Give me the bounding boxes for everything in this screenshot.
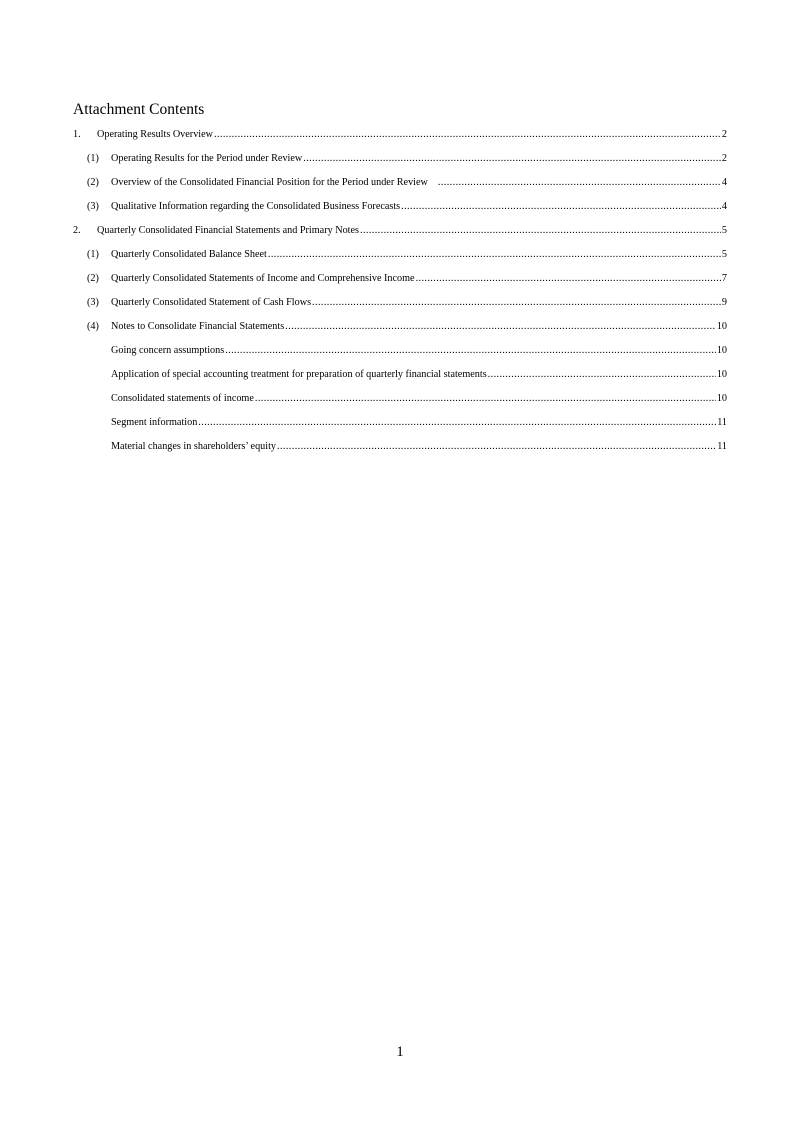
toc-entry-title: Consolidated statements of income — [111, 393, 254, 404]
toc-leader-dots — [416, 271, 721, 287]
toc-leader-dots — [488, 367, 716, 383]
toc-entry-title: Notes to Consolidate Financial Statements — [111, 321, 285, 332]
toc-entry-page: 10 — [716, 393, 727, 404]
toc-entry-page: 2 — [721, 153, 727, 164]
toc-entry-number: (2) — [87, 177, 99, 188]
toc-leader-dots — [401, 199, 721, 215]
toc-entry-number: 1. — [73, 129, 81, 140]
toc-entry-title: Overview of the Consolidated Financial Position for the Period under Review — [111, 177, 428, 188]
toc-entry-title: Operating Results Overview — [97, 129, 213, 140]
toc-entry-title: Material changes in shareholders’ equity — [111, 441, 277, 452]
toc-entry[interactable] — [111, 391, 727, 407]
toc-entry-title: Quarterly Consolidated Statement of Cash Flows — [111, 297, 312, 308]
toc-entry[interactable] — [87, 295, 727, 311]
toc-leader-dots — [198, 415, 716, 431]
toc-entry-page: 10 — [716, 369, 727, 380]
toc-entry-number: (4) — [87, 321, 99, 332]
toc-entry[interactable] — [87, 151, 727, 167]
toc-entry[interactable] — [73, 127, 727, 143]
toc-entry-title: Segment information — [111, 417, 198, 428]
toc-entry-title: Qualitative Information regarding the Consolidated Business Forecasts — [111, 201, 401, 212]
toc-entry-number: 2. — [73, 225, 81, 236]
toc-entry-page: 4 — [721, 201, 727, 212]
toc-entry-number: (3) — [87, 297, 99, 308]
toc-leader-dots — [214, 127, 721, 143]
toc-entry-title: Quarterly Consolidated Statements of Income and Comprehensive Income — [111, 273, 415, 284]
toc-entry[interactable] — [87, 319, 727, 335]
toc-entry-title: Quarterly Consolidated Balance Sheet — [111, 249, 267, 260]
toc-entry-page: 10 — [716, 345, 727, 356]
toc-entry-number: (1) — [87, 153, 99, 164]
page-number: 1 — [396, 1044, 404, 1060]
toc-entry[interactable] — [87, 199, 727, 215]
toc-entry-page: 9 — [721, 297, 727, 308]
toc-entry[interactable] — [87, 271, 727, 287]
toc-entry[interactable] — [111, 415, 727, 431]
toc-leader-dots — [225, 343, 716, 359]
toc-leader-dots — [285, 319, 716, 335]
toc-leader-dots — [277, 439, 716, 455]
toc-entry-page: 4 — [721, 177, 727, 188]
toc-entry[interactable] — [111, 439, 727, 455]
toc-entry-title: Going concern assumptions — [111, 345, 225, 356]
toc-entry[interactable] — [73, 223, 727, 239]
toc-entry-number: (1) — [87, 249, 99, 260]
toc-entry-page: 10 — [716, 321, 727, 332]
toc-entry-title: Application of special accounting treatment for preparation of quarterly financial statements — [111, 369, 487, 380]
toc-entry-page: 11 — [717, 441, 727, 452]
toc-leader-dots — [438, 175, 721, 191]
page-title: Attachment Contents — [73, 101, 205, 118]
toc-entry-page: 5 — [721, 249, 727, 260]
toc-entry[interactable] — [111, 343, 727, 359]
toc-entry[interactable] — [87, 175, 727, 191]
toc-leader-dots — [268, 247, 721, 263]
toc-leader-dots — [303, 151, 721, 167]
toc-leader-dots — [255, 391, 716, 407]
toc-entry[interactable] — [87, 247, 727, 263]
toc-entry-page: 11 — [717, 417, 727, 428]
toc-entry-title: Quarterly Consolidated Financial Statements and Primary Notes — [97, 225, 359, 236]
toc-leader-dots — [312, 295, 721, 311]
toc-entry-number: (3) — [87, 201, 99, 212]
toc-leader-dots — [360, 223, 721, 239]
toc-entry-title: Operating Results for the Period under Review — [111, 153, 303, 164]
toc-entry-page: 2 — [721, 129, 727, 140]
toc-entry[interactable] — [111, 367, 727, 383]
toc-entry-page: 5 — [721, 225, 727, 236]
toc-entry-page: 7 — [721, 273, 727, 284]
toc-entry-number: (2) — [87, 273, 99, 284]
